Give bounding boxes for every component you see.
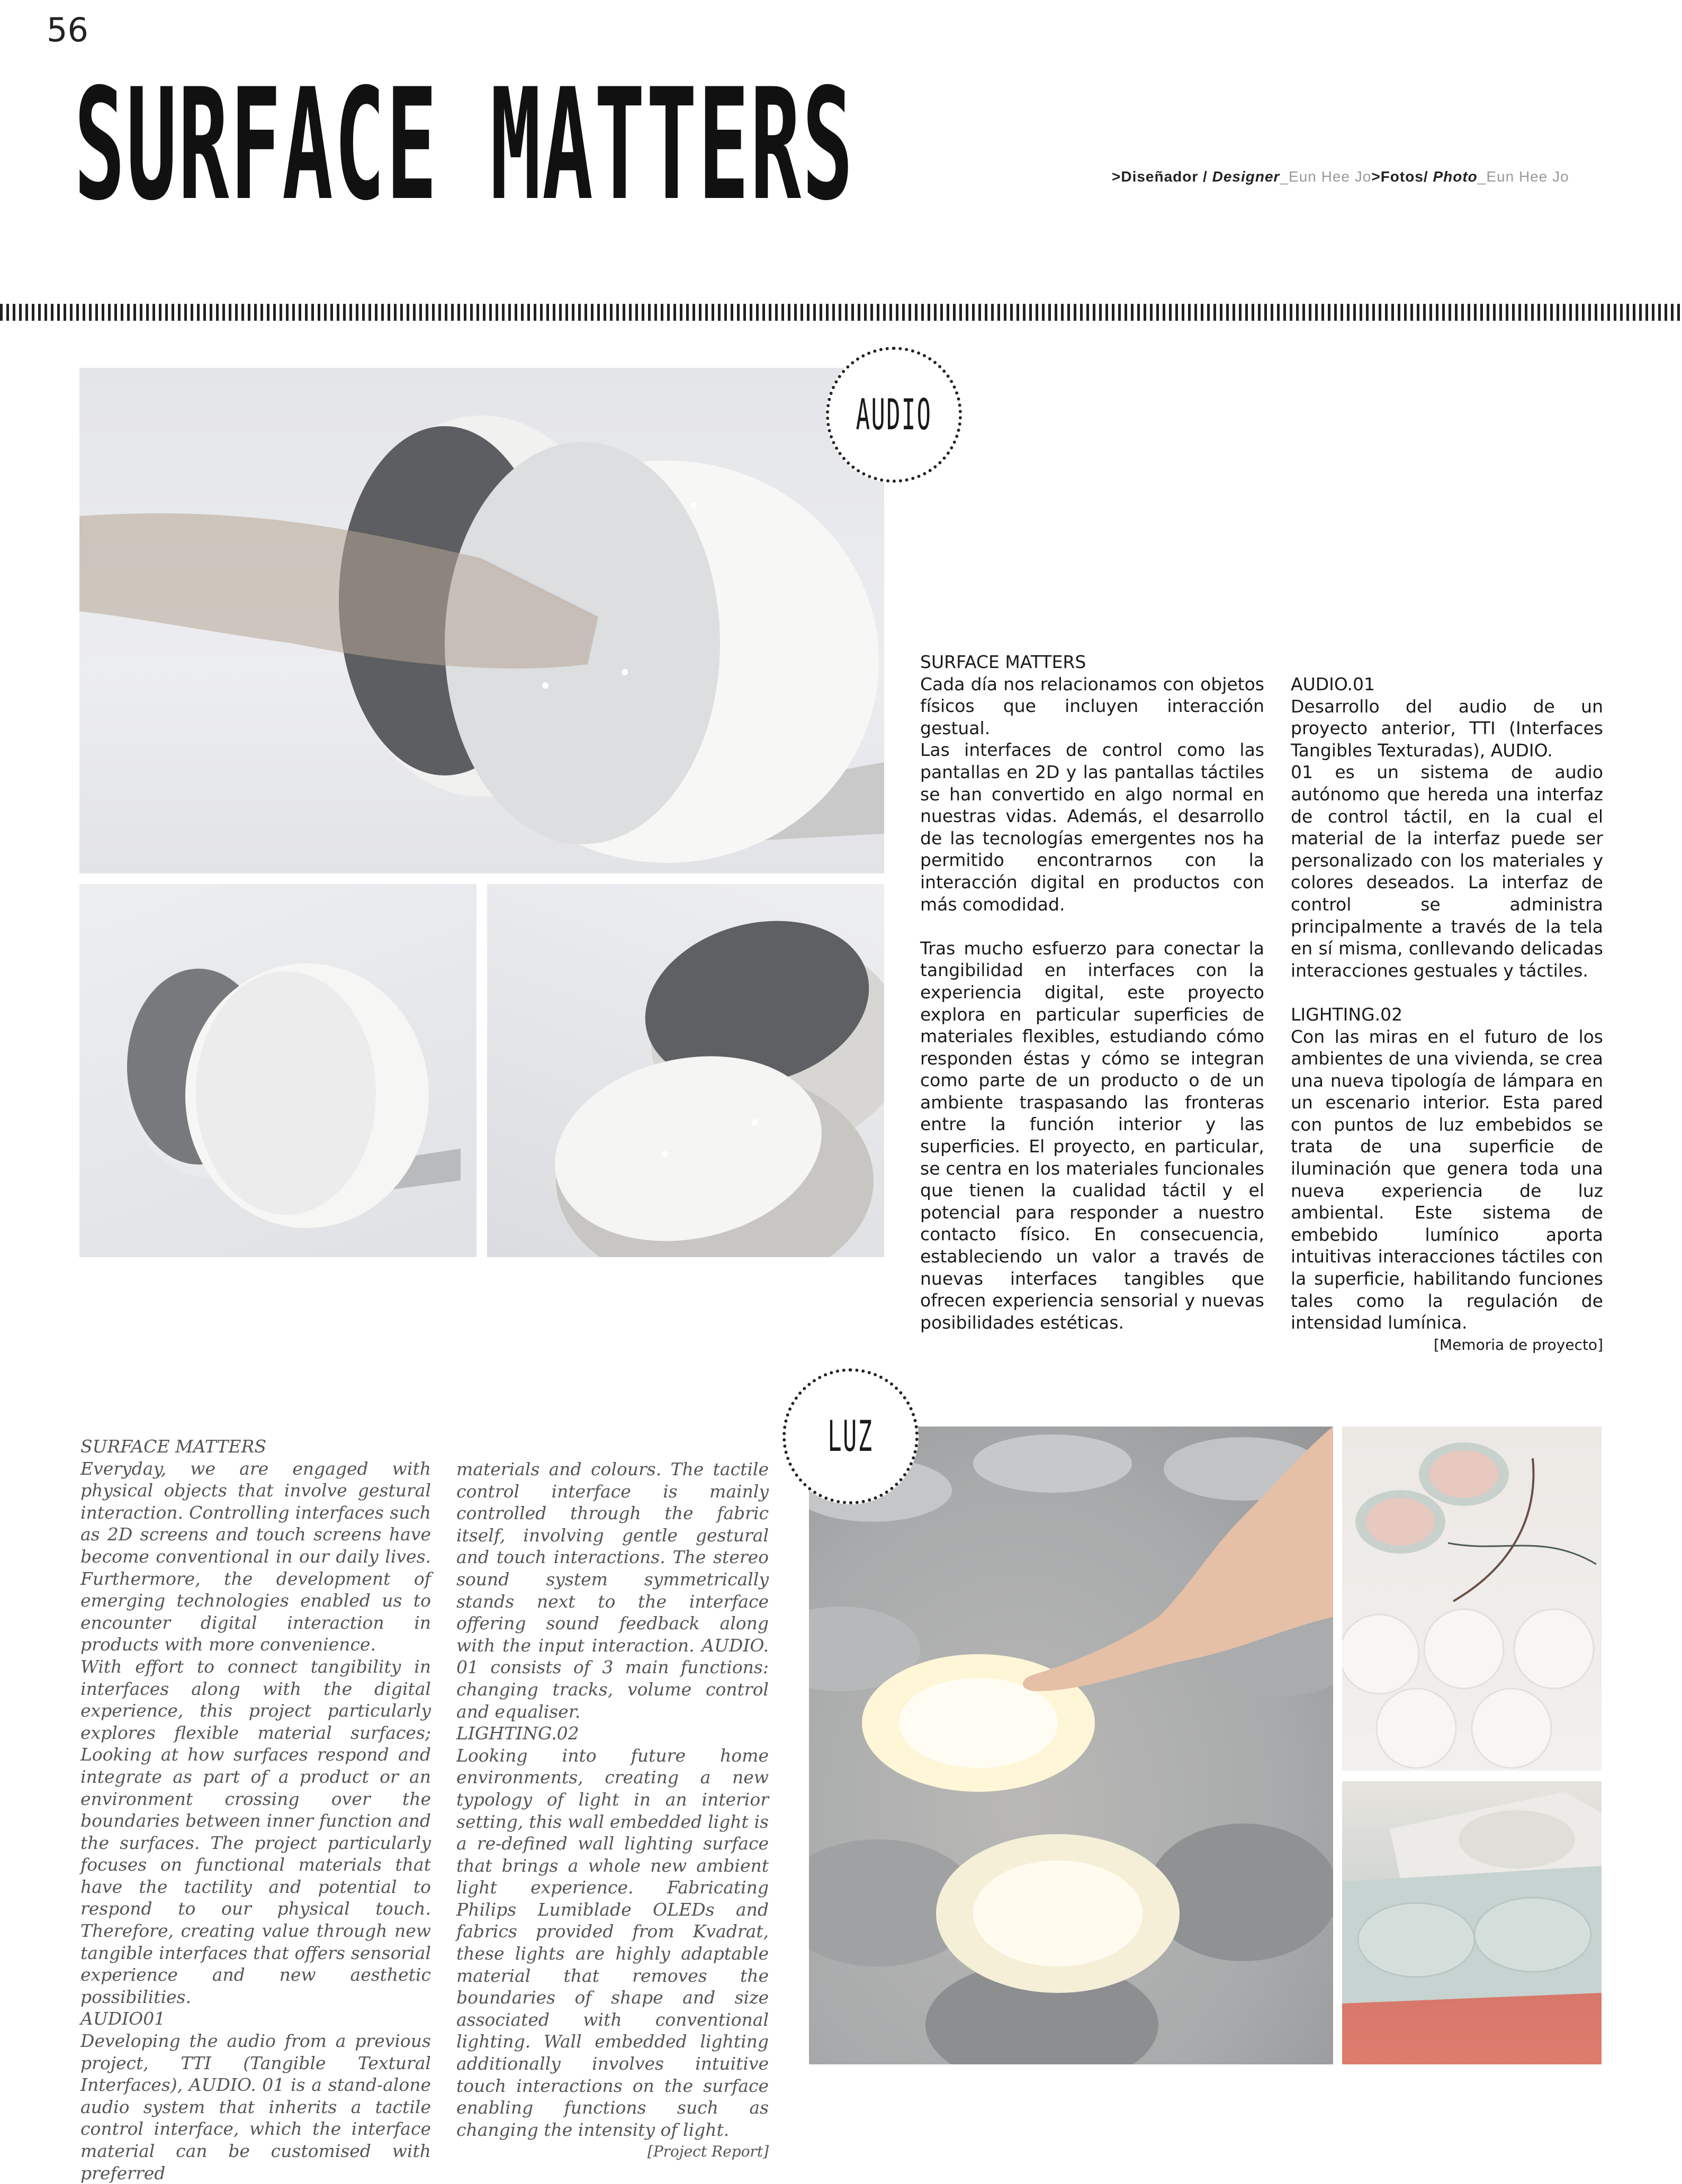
es-paragraph-1: Cada día nos relacionamos con objetos físicos que incluyen interacción gestual. bbox=[920, 673, 1264, 738]
fabric-dimple bbox=[973, 1434, 1132, 1493]
badge-luz-label: LUZ bbox=[827, 1412, 874, 1461]
en-paragraph-1: Everyday, we are engaged with physical objects that involve gestural interaction. Controlling interfaces such as 2D screens and touch screens have become conventional in our daily lives. Furthermore, the development of emerging technologies enabled us to encounter digital interaction in products with more convenience. bbox=[80, 1458, 431, 1655]
designer-label: Designer bbox=[1212, 168, 1280, 185]
led-dot bbox=[542, 682, 548, 689]
oled-panel-face bbox=[1366, 1498, 1435, 1546]
es-audio-paragraph-1: Desarrollo del audio de un proyecto anterior, TTI (Interfaces Tangibles Texturadas), AUDIO. bbox=[1291, 696, 1603, 761]
designer-prefix: >Diseñador / bbox=[1112, 168, 1212, 185]
designer-name: _Eun Hee Jo bbox=[1280, 168, 1372, 185]
oled-panel-face bbox=[1429, 1450, 1498, 1498]
english-column-2 bbox=[456, 1458, 769, 2163]
luz-main-illustration bbox=[809, 1427, 1333, 2064]
fabric-circle bbox=[1342, 1614, 1419, 1694]
en-audio-heading: AUDIO01 bbox=[80, 2008, 166, 2029]
audio-main-photo bbox=[79, 368, 884, 873]
audio-right-photo bbox=[487, 884, 884, 1257]
audio-main-illustration bbox=[79, 368, 884, 873]
speaker-grille-light bbox=[196, 971, 376, 1215]
fabric-bump bbox=[1459, 1810, 1575, 1869]
fabric-circle bbox=[1377, 1689, 1456, 1768]
en-heading: SURFACE MATTERS bbox=[80, 1436, 266, 1457]
fabric-circle bbox=[1358, 1903, 1474, 1977]
fabric-circle bbox=[1424, 1609, 1504, 1689]
lit-oled-dot-core bbox=[973, 1861, 1143, 1966]
spanish-column-2 bbox=[1291, 673, 1603, 1356]
en-lighting-heading: LIGHTING.02 bbox=[456, 1723, 579, 1744]
credits-line bbox=[1112, 168, 1569, 185]
page-title: SURFACE MATTERS bbox=[74, 56, 855, 234]
luz-top-illustration bbox=[1342, 1427, 1602, 1771]
badge-audio-label: AUDIO bbox=[856, 390, 932, 439]
english-column-1 bbox=[80, 1436, 431, 2184]
es-paragraph-2: Las interfaces de control como las pantallas en 2D y las pantallas táctiles se han convertido en algo normal en nuestras vidas. Además, el desarrollo de las tecnologías emergentes nos ha permitido encontrarnos con la interacción digital en productos con más comodidad. bbox=[920, 739, 1264, 915]
dashed-divider bbox=[0, 304, 1682, 321]
badge-audio bbox=[826, 347, 962, 483]
luz-top-photo bbox=[1342, 1427, 1602, 1771]
audio-left-photo bbox=[79, 884, 476, 1257]
audio-left-illustration bbox=[79, 884, 476, 1257]
luz-main-photo bbox=[809, 1427, 1333, 2064]
lit-oled-dot-core bbox=[899, 1678, 1058, 1768]
es-heading: SURFACE MATTERS bbox=[920, 652, 1086, 672]
es-lighting-heading: LIGHTING.02 bbox=[1291, 1004, 1403, 1025]
badge-luz bbox=[782, 1368, 919, 1504]
en-audio-paragraph: Developing the audio from a previous project, TTI (Tangible Textural Interfaces), AUDIO. 01 is a stand-alone audio system that inherits a tactile control interface, which the interface material can be customised with preferred bbox=[80, 2030, 431, 2183]
led-dot bbox=[622, 669, 628, 675]
es-audio-heading: AUDIO.01 bbox=[1291, 674, 1375, 694]
wire bbox=[1448, 1543, 1596, 1564]
led-dot bbox=[690, 502, 697, 509]
led-dot bbox=[661, 1151, 668, 1157]
fabric-circle bbox=[1472, 1689, 1551, 1768]
spanish-column-1 bbox=[920, 651, 1264, 1333]
photo-prefix: >Fotos/ bbox=[1371, 168, 1433, 185]
audio-right-illustration bbox=[487, 884, 884, 1257]
es-paragraph-3: Tras mucho esfuerzo para conectar la tangibilidad en interfaces con la experiencia digital, este proyecto explora en particular superficies de materiales flexibles, estudiando cómo responden éstas y cómo se integran como parte de un producto o de un ambiente traspasando las fronteras entre la función interior y las superficies. El proyecto, en particular, se centra en los materiales funcionales que tienen la cualidad táctil y el potencial para responder a nuestro contacto físico. En consecuencia, estableciendo un valor a través de nuevas interfaces tangibles que ofrecen experiencia sensorial y nuevas posibilidades estéticas. bbox=[920, 937, 1264, 1333]
fabric-circle bbox=[1474, 1898, 1591, 1972]
luz-bottom-illustration bbox=[1342, 1781, 1602, 2064]
photo-label: Photo bbox=[1433, 168, 1478, 185]
en-audio-continued: materials and colours. The tactile control interface is mainly controlled through the fabric itself, involving gentle gestural and touch interactions. The stereo sound system symmetrically stands next to the interface offering sound feedback along with the input interaction. AUDIO. 01 consists of 3 main functions: changing tracks, volume control and equaliser. bbox=[456, 1459, 769, 1722]
photo-name: _Eun Hee Jo bbox=[1477, 168, 1569, 185]
en-lighting-paragraph: Looking into future home environments, creating a new typology of light in an interior setting, this wall embedded light is a re-defined wall lighting surface that brings a whole new ambient light experience. Fabricating Philips Lumiblade OLEDs and fabrics provided from Kvadrat, these lights are highly adaptable material that removes the boundaries of shape and size associated with conventional lighting. Wall embedded lighting additionally involves intuitive touch interactions on the surface enabling functions such as changing the intensity of light. bbox=[456, 1745, 769, 2140]
en-reference: [Project Report] bbox=[647, 2143, 769, 2161]
en-paragraph-2: With effort to connect tangibility in interfaces along with the digital experience, this project particularly explores flexible material surfaces; Looking at how surfaces respond and integrate as part of a product or an environment crossing over the boundaries between inner function and the surfaces. The project particularly focuses on functional materials that have the tactility and potential to respond to our physical touch. Therefore, creating value through new tangible interfaces that offers sensorial experience and new aesthetic possibilities. bbox=[80, 1656, 431, 2007]
fabric-dimple bbox=[1148, 1824, 1333, 1961]
es-audio-paragraph-2: 01 es un sistema de audio autónomo que hereda una interfaz de control táctil, en la cual el material de la interfaz puede ser personalizado con los materiales y colores deseados. La interfaz de control se administra principalmente a través de la tela en sí misma, conllevando delicadas interacciones gestuales y táctiles. bbox=[1291, 762, 1603, 981]
fabric-circle bbox=[1514, 1609, 1594, 1689]
es-reference: [Memoria de proyecto] bbox=[1434, 1335, 1603, 1353]
es-lighting-paragraph: Con las miras en el futuro de los ambientes de una vivienda, se crea una nueva tipología de lámpara en un escenario interior. Esta pared con puntos de luz embebidos se trata de una superficie de iluminación que genera toda una nueva experiencia de luz ambiental. Este sistema de embebido lumínico aporta intuitivas interacciones táctiles con la superficie, habilitando funciones tales como la regulación de intensidad lumínica. bbox=[1291, 1026, 1603, 1333]
led-dot bbox=[751, 1119, 758, 1125]
page-number: 56 bbox=[47, 11, 88, 49]
luz-bottom-photo bbox=[1342, 1781, 1602, 2064]
